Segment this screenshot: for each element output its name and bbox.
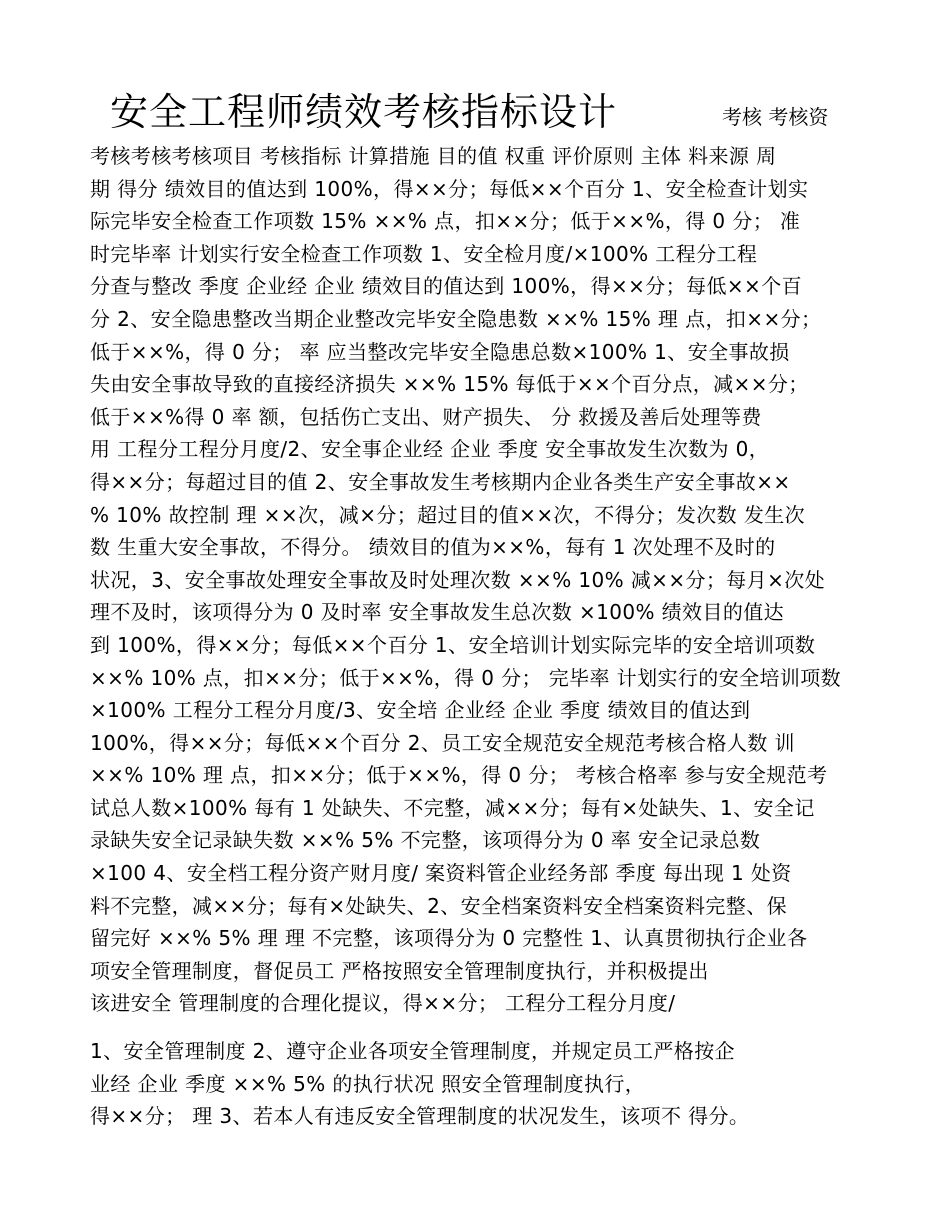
- text-line: ××% 10% 理 点，扣××分；低于××%，得 0 分； 考核合格率 参与安全规范考: [90, 763, 828, 788]
- text-line: 业经 企业 季度 ××% 5% 的执行状况 照安全管理制度执行，: [90, 1071, 646, 1096]
- title-side-text: 考核 考核资: [722, 105, 829, 129]
- document-title: 安全工程师绩效考核指标设计: [110, 90, 618, 134]
- text-line: 失由安全事故导致的直接经济损失 ××% 15% 每低于××个百分点，减××分；: [90, 372, 809, 397]
- text-line: 理不及时，该项得分为 0 及时率 安全事故发生总次数 ×100% 绩效目的值达: [90, 600, 785, 625]
- text-line: 考核考核考核项目 考核指标 计算措施 目的值 权重 评价原则 主体 料来源 周: [90, 144, 777, 168]
- text-line: 100%，得××分；每低××个百分 2、员工安全规范安全规范考核合格人数 训: [90, 730, 795, 755]
- text-line: 低于××%，得 0 分； 率 应当整改完毕安全隐患总数×100% 1、安全事故损: [90, 339, 790, 364]
- text-line: 料不完整，减××分；每有×处缺失、2、安全档案资料安全档案资料完整、保: [90, 893, 787, 918]
- text-line: 到 100%，得××分；每低××个百分 1、安全培训计划实际完毕的安全培训项数: [90, 632, 816, 657]
- text-line: ×100 4、安全档工程分资产财月度/ 案资料管企业经务部 季度 每出现 1 处资: [90, 861, 792, 886]
- text-line: 低于××%得 0 率 额，包括伤亡支出、财产损失、 分 救援及善后处理等费: [90, 404, 762, 429]
- title-row: [110, 88, 870, 140]
- body-text: [90, 140, 860, 1020]
- text-line: 用 工程分工程分月度/2、安全事企业经 企业 季度 安全事故发生次数为 0，: [90, 437, 770, 462]
- text-line: 际完毕安全检查工作项数 15% ××% 点，扣××分；低于××%，得 0 分； 准: [90, 209, 801, 234]
- text-line: 1、安全管理制度 2、遵守企业各项安全管理制度，并规定员工严格按企: [90, 1039, 736, 1063]
- text-line: 分查与整改 季度 企业经 企业 绩效目的值达到 100%，得××分；每低××个百: [90, 274, 802, 299]
- text-line: 试总人数×100% 每有 1 处缺失、不完整，减××分；每有×处缺失、1、安全记: [90, 795, 815, 820]
- text-line: 时完毕率 计划实行安全检查工作项数 1、安全检月度/×100% 工程分工程: [90, 241, 758, 266]
- text-line: ××% 10% 点，扣××分；低于××%，得 0 分； 完毕率 计划实行的安全培训项数: [90, 665, 842, 690]
- text-line: ×100% 工程分工程分月度/3、安全培 企业经 企业 季度 绩效目的值达到: [90, 698, 751, 723]
- text-line: 得××分； 理 3、若本人有违反安全管理制度的状况发生，该项不 得分。: [90, 1104, 750, 1129]
- text-line: % 10% 故控制 理 ××次，减×分；超过目的值××次，不得分；发次数 发生次: [90, 502, 806, 527]
- text-line: 留完好 ××% 5% 理 理 不完整，该项得分为 0 完整性 1、认真贯彻执行企业各: [90, 926, 808, 951]
- text-line: 该进安全 管理制度的合理化提议，得××分； 工程分工程分月度/: [90, 991, 676, 1016]
- text-line: 状况，3、安全事故处理安全事故及时处理次数 ××% 10% 减××分；每月×次处: [90, 567, 826, 592]
- text-line: 得××分；每超过目的值 2、安全事故发生考核期内企业各类生产安全事故××: [90, 469, 791, 494]
- text-line: 分 2、安全隐患整改当期企业整改完毕安全隐患数 ××% 15% 理 点，扣××分；: [90, 306, 822, 331]
- text-line: 期 得分 绩效目的值达到 100%，得××分；每低××个百分 1、安全检查计划实: [90, 176, 809, 201]
- second-paragraph: [90, 1036, 860, 1134]
- text-line: 数 生重大安全事故，不得分。 绩效目的值为××%，每有 1 次处理不及时的: [90, 535, 776, 560]
- text-line: 项安全管理制度，督促员工 严格按照安全管理制度执行，并积极提出: [90, 958, 709, 983]
- text-line: 录缺失安全记录缺失数 ××% 5% 不完整，该项得分为 0 率 安全记录总数: [90, 828, 761, 853]
